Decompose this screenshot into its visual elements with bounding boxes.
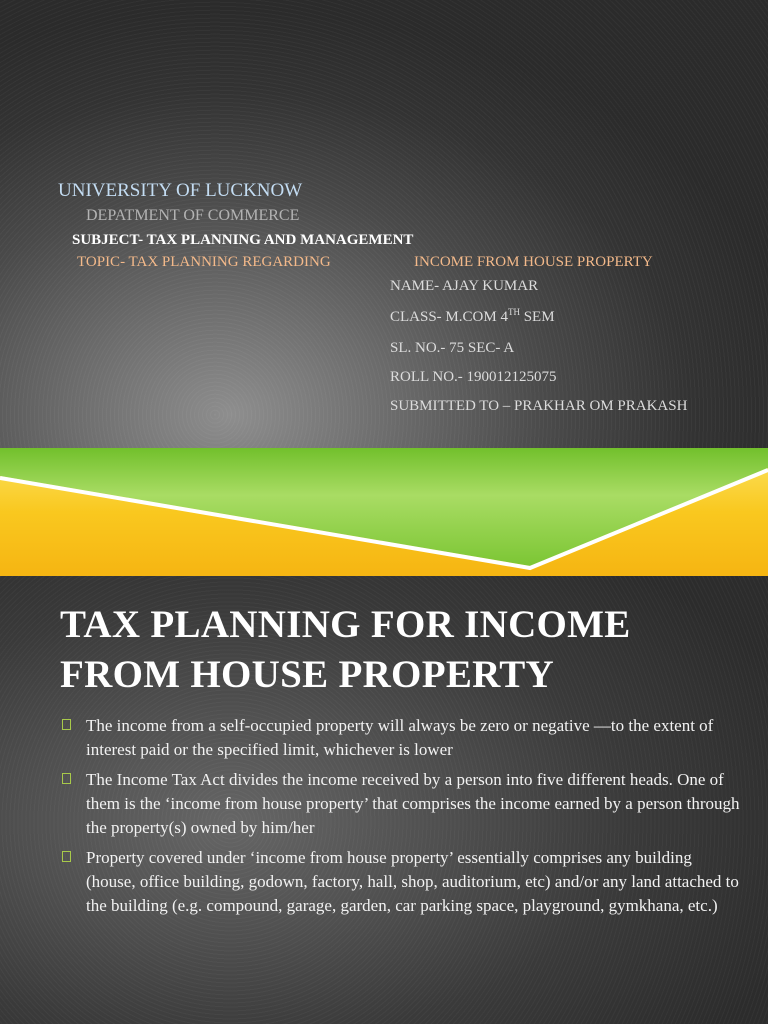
square-bullet-icon: [62, 719, 71, 730]
square-bullet-icon: [62, 851, 71, 862]
topic-line-part2: INCOME FROM HOUSE PROPERTY: [414, 254, 653, 270]
bullet-item: [62, 714, 742, 762]
slide-title: TAX PLANNING FOR INCOME FROM HOUSE PROPERTY: [60, 603, 631, 696]
bullet-text: The Income Tax Act divides the income received by a person into five different heads. One of them is the ‘income from house property’ that comprises the income earned by a person through the property(s) owned by him/her: [86, 770, 740, 837]
bullet-list: [62, 714, 742, 918]
university-name: UNIVERSITY OF LUCKNOW: [58, 180, 303, 201]
submitted-to: SUBMITTED TO – PRAKHAR OM PRAKASH: [390, 398, 688, 414]
bullet-item: [62, 846, 742, 918]
topic-line-part1: TOPIC- TAX PLANNING REGARDING: [77, 254, 331, 270]
bullet-text: Property covered under ‘income from house property’ essentially comprises any building (house, office building, godown, factory, hall, shop, auditorium, etc) and/or any land attached to the building (e.g. compound, garage, garden, car parking space, playground, gymkhana, etc.): [86, 848, 739, 915]
content-slide: [0, 576, 768, 1024]
class-superscript: TH: [507, 307, 520, 317]
class-suffix: SEM: [519, 309, 555, 325]
banner-graphic: [0, 448, 768, 576]
student-details: [390, 276, 710, 417]
student-class: [390, 307, 710, 328]
decorative-banner: [0, 448, 768, 576]
subject-line: SUBJECT- TAX PLANNING AND MANAGEMENT: [72, 232, 414, 248]
class-prefix: CLASS- M.COM 4: [390, 309, 508, 325]
department-name: DEPATMENT OF COMMERCE: [86, 207, 300, 224]
square-bullet-icon: [62, 773, 71, 784]
bullet-item: [62, 768, 742, 840]
student-name: NAME- AJAY KUMAR: [390, 278, 539, 294]
student-serial: SL. NO.- 75 SEC- A: [390, 340, 515, 356]
student-roll: ROLL NO.- 190012125075: [390, 369, 557, 385]
bullet-text: The income from a self-occupied property will always be zero or negative —to the extent of interest paid or the specified limit, whichever is lower: [86, 716, 714, 759]
